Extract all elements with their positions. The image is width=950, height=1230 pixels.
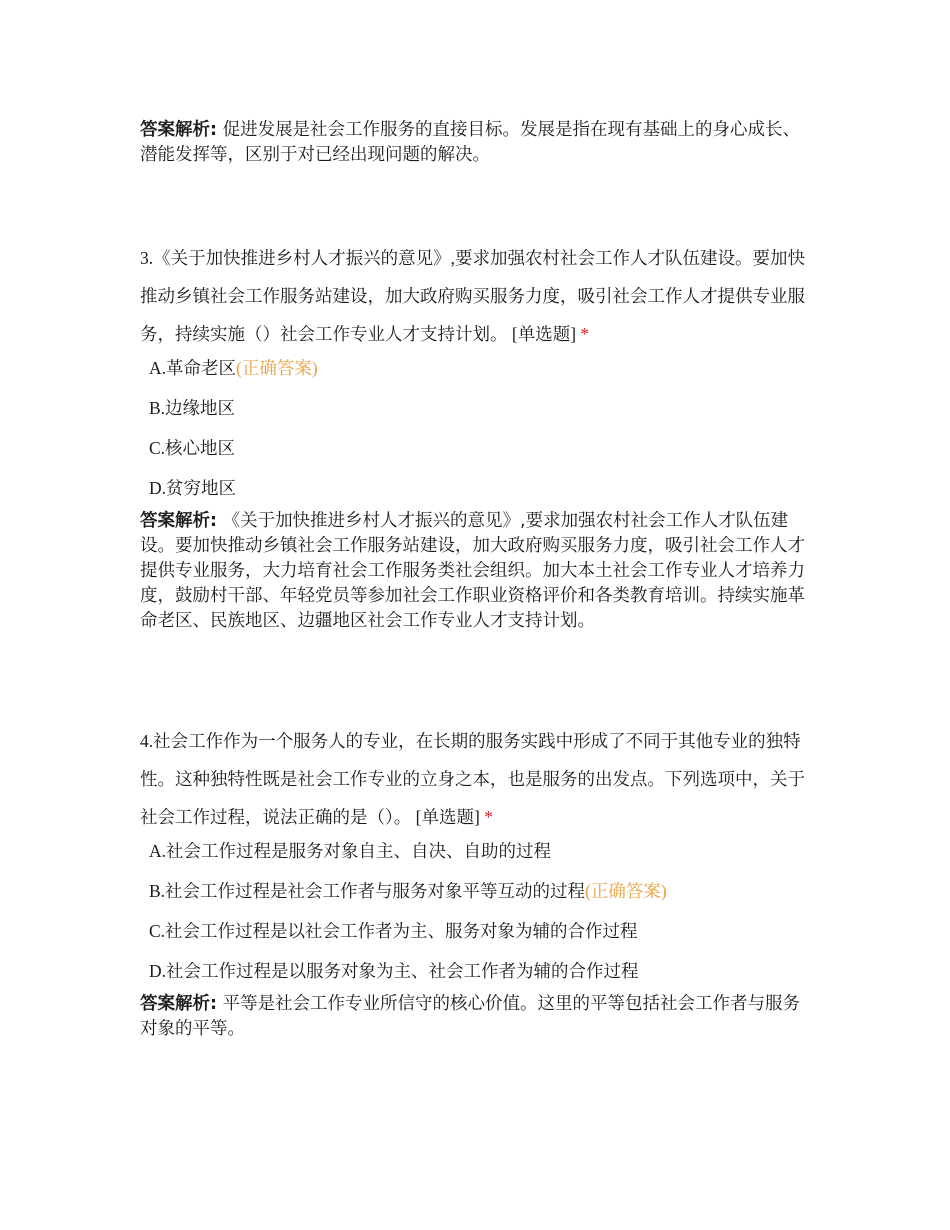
answer-analysis-q3 xyxy=(140,509,815,634)
correct-answer-tag: (正确答案) xyxy=(236,358,318,378)
option-c xyxy=(149,437,815,459)
analysis-text: 促进发展是社会工作服务的直接目标。发展是指在现有基础上的身心成长、潜能发挥等，区别于对已经出现问题的解决。 xyxy=(140,120,801,165)
option-text: A.社会工作过程是服务对象自主、自决、自助的过程 xyxy=(149,841,552,861)
option-text: D.社会工作过程是以服务对象为主、社会工作者为辅的合作过程 xyxy=(149,961,639,981)
question-text: 3.《关于加快推进乡村人才振兴的意见》,要求加强农村社会工作人才队伍建设。要加快推动乡镇社会工作服务站建设，加大政府购买服务力度，吸引社会工作人才提供专业服务，持续实施（）社会工作专业人才支持计划。 [单选题] xyxy=(140,248,805,344)
question-title xyxy=(140,239,815,353)
option-text: D.贫穷地区 xyxy=(149,478,237,498)
question-title xyxy=(140,722,815,836)
analysis-label: 答案解析: xyxy=(140,994,217,1014)
option-text: C.社会工作过程是以社会工作者为主、服务对象为辅的合作过程 xyxy=(149,921,638,941)
option-b xyxy=(149,397,815,419)
option-b xyxy=(149,880,815,902)
option-list xyxy=(140,357,815,499)
correct-answer-tag: (正确答案) xyxy=(585,881,667,901)
question-text: 4.社会工作作为一个服务人的专业，在长期的服务实践中形成了不同于其他专业的独特性。这种独特性既是社会工作专业的立身之本，也是服务的出发点。下列选项中，关于社会工作过程，说法正确的是（）。 [单选题] xyxy=(140,731,805,827)
option-list xyxy=(140,840,815,982)
option-a xyxy=(149,840,815,862)
answer-analysis-q4 xyxy=(140,992,815,1042)
option-text: B.边缘地区 xyxy=(149,398,236,418)
option-text: B.社会工作过程是社会工作者与服务对象平等互动的过程 xyxy=(149,881,586,901)
analysis-label: 答案解析: xyxy=(140,511,217,531)
answer-analysis-q2 xyxy=(140,118,815,168)
analysis-text: 《关于加快推进乡村人才振兴的意见》,要求加强农村社会工作人才队伍建设。要加快推动乡镇社会工作服务站建设，加大政府购买服务力度，吸引社会工作人才提供专业服务，大力培育社会工作服务类社会组织。加大本土社会工作专业人才培养力度，鼓励村干部、年轻党员等参加社会工作职业资格评价和各类教育培训。持续实施革命老区、民族地区、边疆地区社会工作专业人才支持计划。 xyxy=(140,511,805,631)
option-text: C.核心地区 xyxy=(149,438,236,458)
question-4 xyxy=(140,722,815,1042)
analysis-label: 答案解析: xyxy=(140,120,217,140)
option-d xyxy=(149,960,815,982)
analysis-text: 平等是社会工作专业所信守的核心价值。这里的平等包括社会工作者与服务对象的平等。 xyxy=(140,994,801,1039)
option-d xyxy=(149,477,815,499)
option-text: A.革命老区 xyxy=(149,358,237,378)
question-3 xyxy=(140,239,815,634)
option-a xyxy=(149,357,815,379)
required-mark: * xyxy=(576,324,590,344)
required-mark: * xyxy=(479,807,493,827)
option-c xyxy=(149,920,815,942)
